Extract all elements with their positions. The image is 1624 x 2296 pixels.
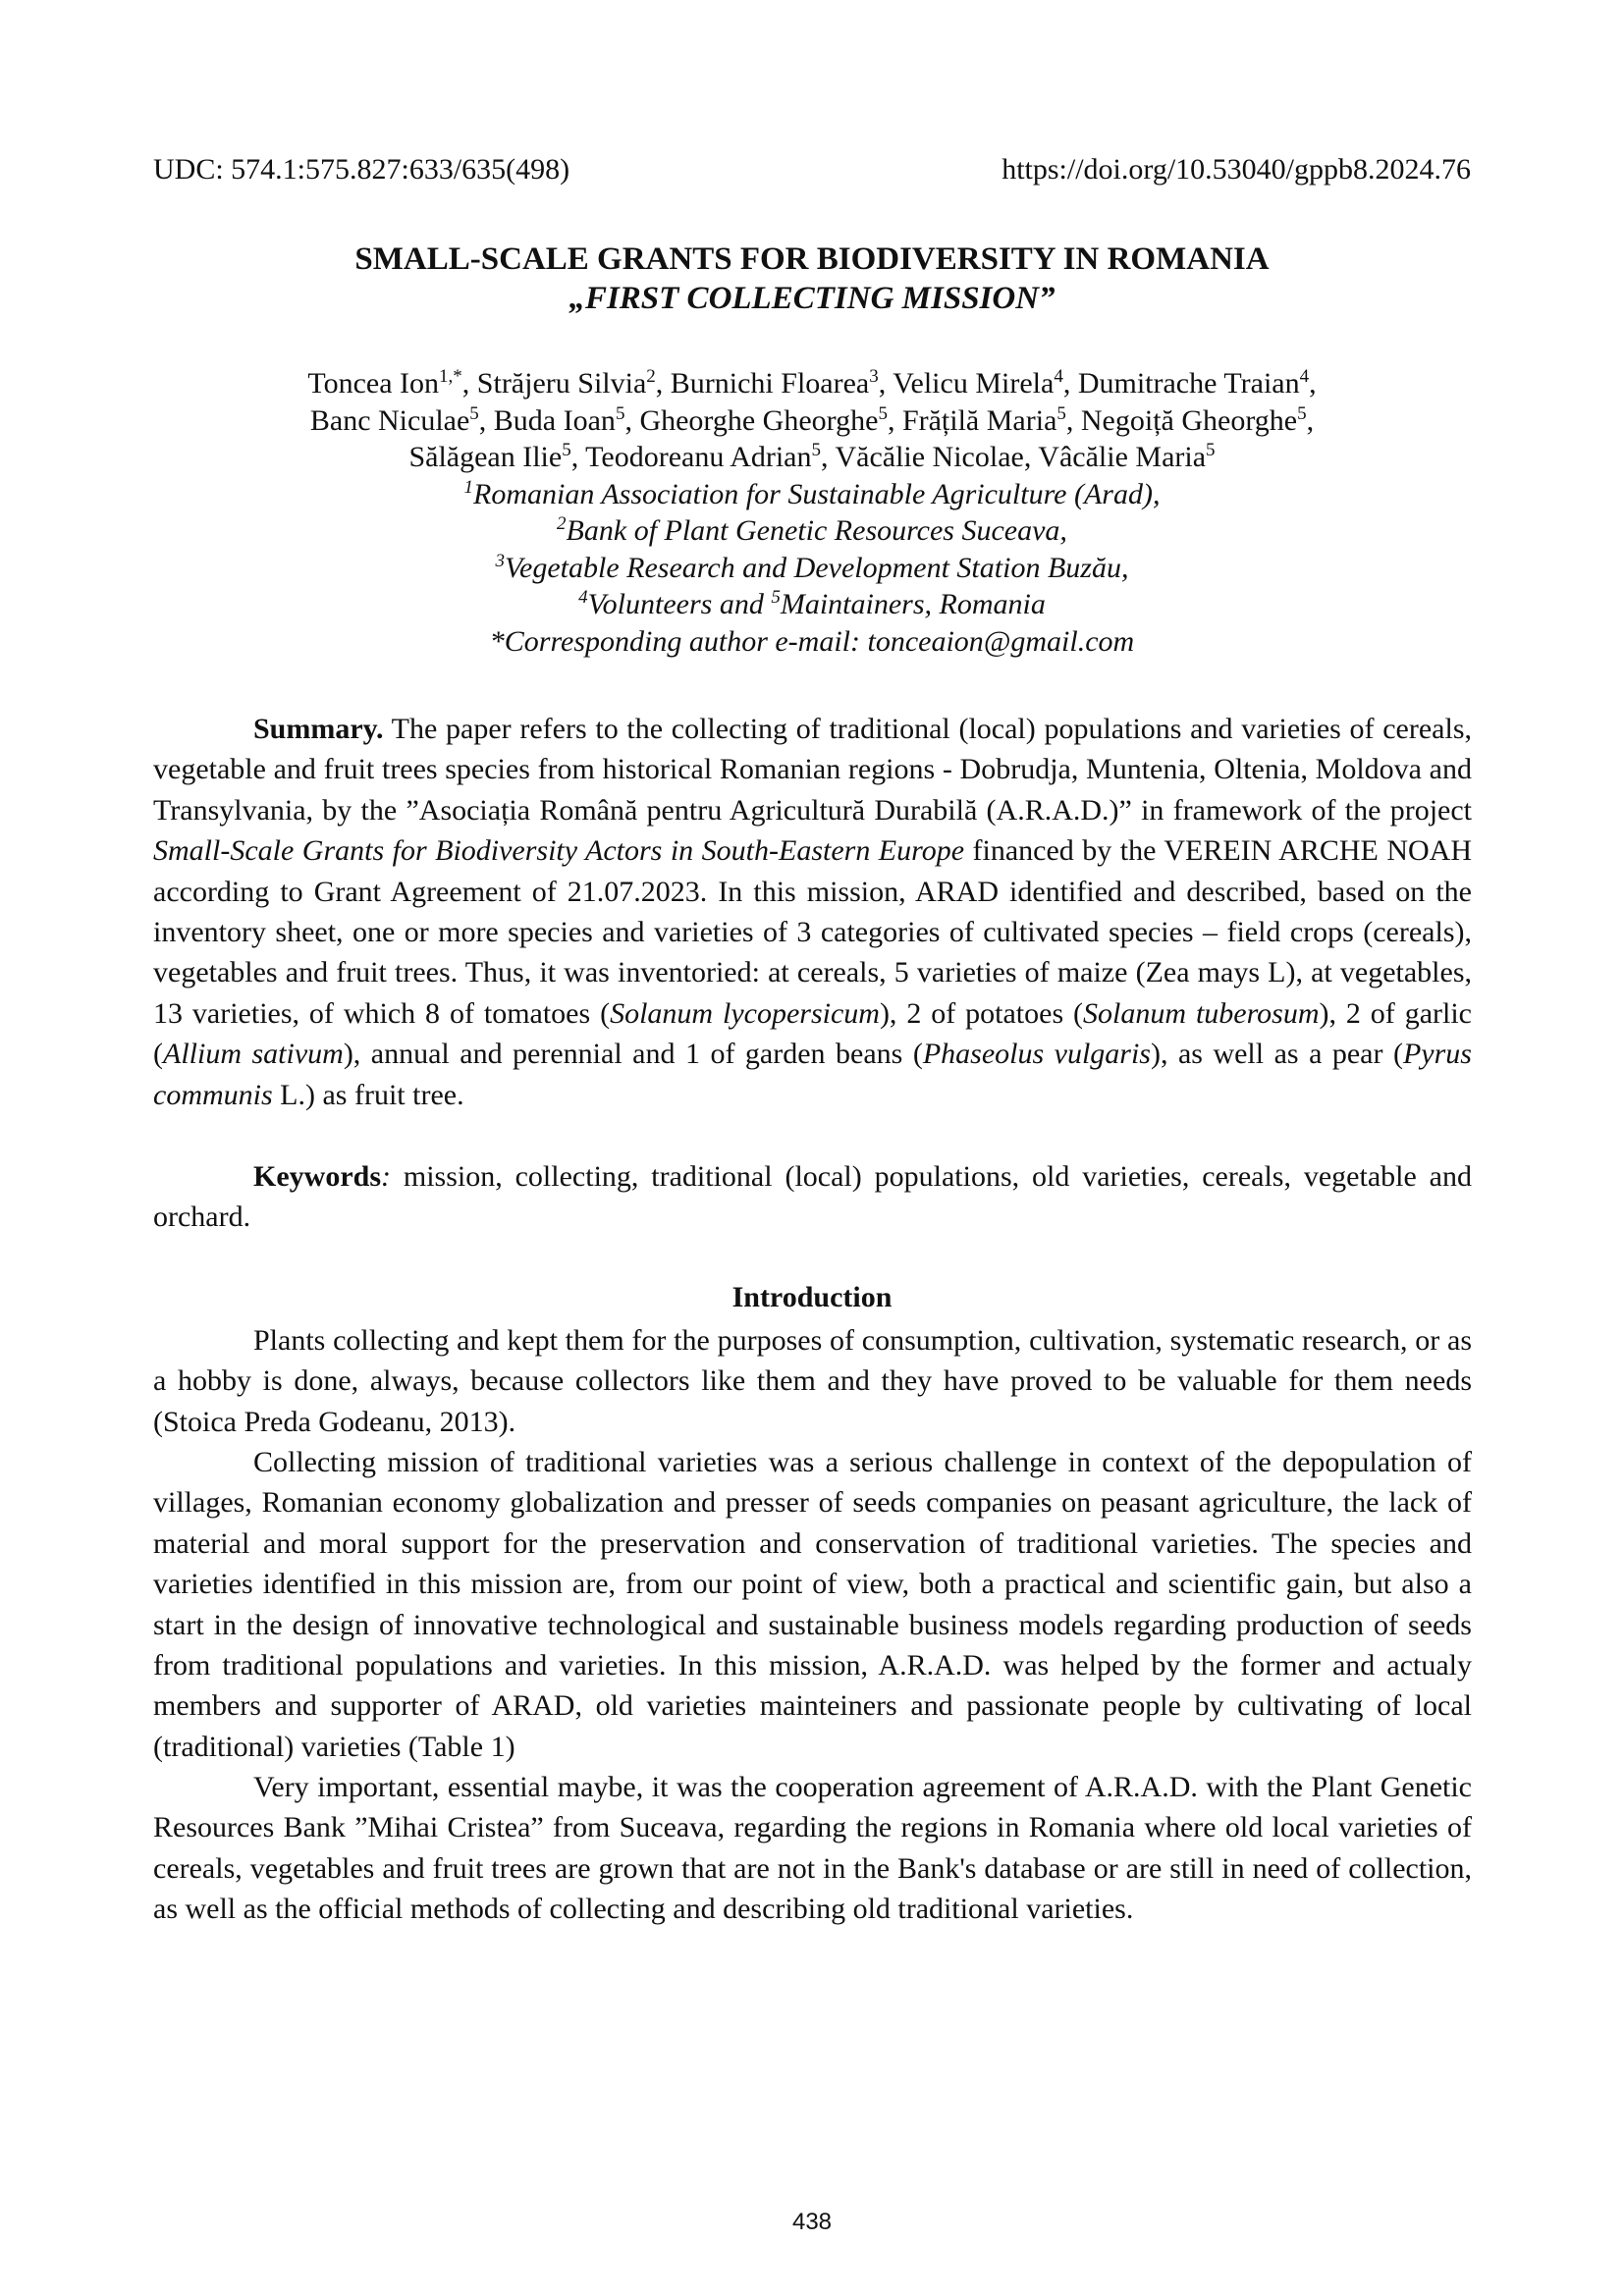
udc-code: UDC: 574.1:575.827:633/635(498) — [153, 153, 570, 186]
affiliation-3: $^3$Vegetable Research and Development Station Buzău, — [495, 550, 1129, 584]
affiliation-2: $^2$Bank of Plant Genetic Resources Suceava, — [557, 513, 1067, 547]
summary-paragraph: Summary. The paper refers to the collecting of traditional (local) populations and varieties of cereals, vegetable and fruit trees species from historical Romanian regions - Dobrudja, Muntenia, Oltenia, Moldova and Transylvania, by the ”Asociația Română pentru Agricultură Durabilă (A.R.A.D.)” in framework of the project Small-Scale Grants for Biodiversity Actors in South-Eastern Europe financed by the VEREIN ARCHE NOAH according to Grant Agreement of 21.07.2023. In this mission, ARAD identified and described, based on the inventory sheet, one or more species and varieties of 3 categories of cultivated species – field crops (cereals), vegetables and fruit trees. Thus, it was inventoried: at cereals, 5 varieties of maize (Zea mays L), at vegetables, 13 varieties, of which 8 of tomatoes (Solanum lycopersicum), 2 of potatoes (Solanum tuberosum), 2 of garlic (Allium sativum), annual and perennial and 1 of garden beans (Phaseolus vulgaris), as well as a pear (Pyrus communis L.) as fruit tree. — [153, 713, 1472, 1111]
intro-paragraph-1: Plants collecting and kept them for the purposes of consumption, cultivation, systematic research, or as a hobby is done, always, because collectors like them and they have proved to be valuable for them needs (Stoica Preda Godeanu, 2013). — [153, 1324, 1472, 1438]
summary-label: Summary. — [253, 713, 384, 745]
page-number: 438 — [791, 2209, 833, 2235]
intro-paragraph-3: Very important, essential maybe, it was the cooperation agreement of A.R.A.D. with the Plant Genetic Resources Bank ”Mihai Cristea” from Suceava, regarding the regions in Romania where old local varieties of cereals, vegetables and fruit trees are grown that are not in the Bank's database or are still in need of collection, as well as the official methods of collecting and describing old traditional varieties. — [153, 1771, 1472, 1926]
keywords-paragraph: Keywords: mission, collecting, traditional (local) populations, old varieties, cereals, vegetable and orchard. — [153, 1160, 1472, 1234]
doi-link[interactable]: https://doi.org/10.53040/gppb8.2024.76 — [1001, 153, 1471, 186]
intro-paragraph-2: Collecting mission of traditional varieties was a serious challenge in context of the depopulation of villages, Romanian economy globalization and presser of seeds companies on peasant agriculture, the lack of material and moral support for the preservation and conservation of traditional varieties. The species and varieties identified in this mission are, from our point of view, both a practical and scientific gain, but also a start in the design of innovative technological and sustainable business models regarding production of seeds from traditional populations and varieties. In this mission, A.R.A.D. was helped by the former and actualy members and supporter of ARAD, old varieties mainteiners and passionate people by cultivating of local (traditional) varieties (Table 1) — [153, 1446, 1472, 1763]
affiliation-1: $^1$Romanian Association for Sustainable Agriculture (Arad), — [463, 476, 1161, 510]
affiliation-4: $^4$Volunteers and $^5$Maintainers, Romania — [578, 587, 1046, 620]
author-line-1: Toncea Ion$^{1,*}$, Străjeru Silvia$^2$, Burnichi Floarea$^3$, Velicu Mirela$^4$, Dumitrache Traian$^4$, — [307, 366, 1317, 400]
keywords-label: Keywords — [253, 1160, 381, 1193]
corresponding-author: *Corresponding author e-mail: tonceaion@gmail.com — [489, 624, 1135, 658]
header-line — [153, 153, 1471, 187]
title-block — [153, 240, 1471, 318]
paper-subtitle: „FIRST COLLECTING MISSION” — [568, 281, 1056, 316]
paper-title: SMALL-SCALE GRANTS FOR BIODIVERSITY IN ROMANIA — [354, 241, 1270, 277]
author-line-2: Banc Niculae$^5$, Buda Ioan$^5$, Gheorghe Gheorghe$^5$, Frățilă Maria$^5$, Negoiță Gheorghe$^5$, — [309, 402, 1315, 437]
introduction-heading: Introduction — [731, 1281, 893, 1313]
author-block — [153, 365, 1471, 660]
author-line-3: Sălăgean Ilie$^5$, Teodoreanu Adrian$^5$, Văcălie Nicolae, Vâcălie Maria$^5$ — [408, 440, 1216, 473]
